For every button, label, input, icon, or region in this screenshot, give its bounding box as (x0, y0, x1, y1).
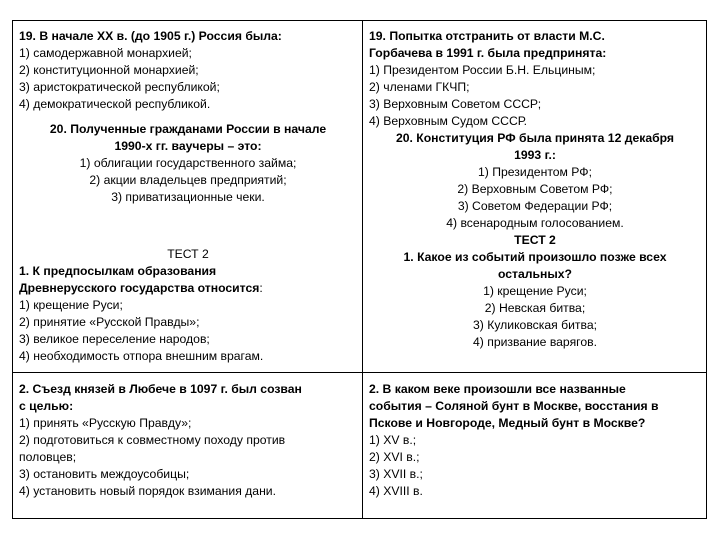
cell-top-right (369, 28, 701, 351)
question-20-left-line1: 20. Полученные гражданами России в начале (49, 122, 327, 136)
column-divider (362, 21, 363, 518)
option-text: 2) Невская битва; (484, 301, 586, 315)
question-1-right-line2: остальных? (497, 267, 573, 281)
option-text: 2) XVI в.; (369, 450, 420, 464)
option-text: 1) XV в.; (369, 433, 417, 447)
cell-bottom-right (369, 381, 701, 500)
question-20-right-line2: 1993 г.: (514, 148, 556, 162)
row-divider (13, 372, 706, 373)
option-text: 2) Верховным Советом РФ; (457, 182, 613, 196)
question-19-left: 19. В начале XX в. (до 1905 г.) Россия была: (19, 29, 282, 43)
option-text: 2) акции владельцев предприятий; (89, 173, 287, 187)
option-text: 1) самодержавной монархией; (19, 46, 192, 60)
option-text: 3) Верховным Советом СССР; (369, 97, 542, 111)
option-text: 1) облигации государственного займа; (79, 156, 297, 170)
option-text: 2) конституционной монархией; (19, 63, 199, 77)
option-text: 2) подготовиться к совместному походу против (19, 433, 286, 447)
option-text: 4) установить новый порядок взимания дани. (19, 484, 276, 498)
option-text: 4) Верховным Судом СССР. (369, 114, 527, 128)
question-2-right-line2: события – Соляной бунт в Москве, восстания в (369, 399, 659, 413)
test-2-heading-left: ТЕСТ 2 (167, 247, 209, 261)
question-2-left-line1: 2. Съезд князей в Любече в 1097 г. был созван (19, 382, 302, 396)
test-2-heading-right: ТЕСТ 2 (514, 233, 556, 247)
question-2-right-line3: Пскове и Новгороде, Медный бунт в Москве? (369, 416, 646, 430)
option-text: 3) приватизационные чеки. (111, 190, 265, 204)
option-text: 3) Куликовская битва; (473, 318, 597, 332)
option-text: половцев; (19, 450, 77, 464)
option-text: 1) крещение Руси; (19, 298, 123, 312)
option-text: 4) XVIII в. (369, 484, 423, 498)
option-text: 4) демократической республикой. (19, 97, 211, 111)
option-text: 4) необходимость отпора внешним врагам. (19, 349, 264, 363)
question-1-left-line1: 1. К предпосылкам образования (19, 264, 217, 278)
option-text: 1) Президентом России Б.Н. Ельциным; (369, 63, 596, 77)
option-text: 4) всенародным голосованием. (446, 216, 624, 230)
question-19-right-line2: Горбачева в 1991 г. была предпринята: (369, 46, 607, 60)
option-text: 3) великое переселение народов; (19, 332, 210, 346)
question-2-left-line2: с целью: (19, 399, 74, 413)
cell-top-left (19, 28, 357, 365)
question-20-right-line1: 20. Конституция РФ была принята 12 декабря (395, 131, 675, 145)
question-20-left-line2: 1990-х гг. ваучеры – это: (114, 139, 262, 153)
test-table (12, 20, 707, 519)
question-2-right-line1: 2. В каком веке произошли все названные (369, 382, 626, 396)
option-text: 3) Советом Федерации РФ; (457, 199, 613, 213)
question-19-right-line1: 19. Попытка отстранить от власти М.С. (369, 29, 605, 43)
option-text: 4) призвание варягов. (473, 335, 597, 349)
option-text: 2) принятие «Русской Правды»; (19, 315, 200, 329)
option-text: 2) членами ГКЧП; (369, 80, 470, 94)
option-text: 3) аристократической республикой; (19, 80, 220, 94)
cell-bottom-left (19, 381, 357, 500)
question-1-right-line1: 1. Какое из событий произошло позже всех (403, 250, 667, 264)
option-text: 1) Президентом РФ; (478, 165, 592, 179)
option-text: 3) остановить междоусобицы; (19, 467, 190, 481)
option-text: 3) XVII в.; (369, 467, 423, 481)
option-text: 1) крещение Руси; (483, 284, 587, 298)
option-text: 1) принять «Русскую Правду»; (19, 416, 192, 430)
question-1-left-line2: Древнерусского государства относится: (19, 281, 263, 295)
